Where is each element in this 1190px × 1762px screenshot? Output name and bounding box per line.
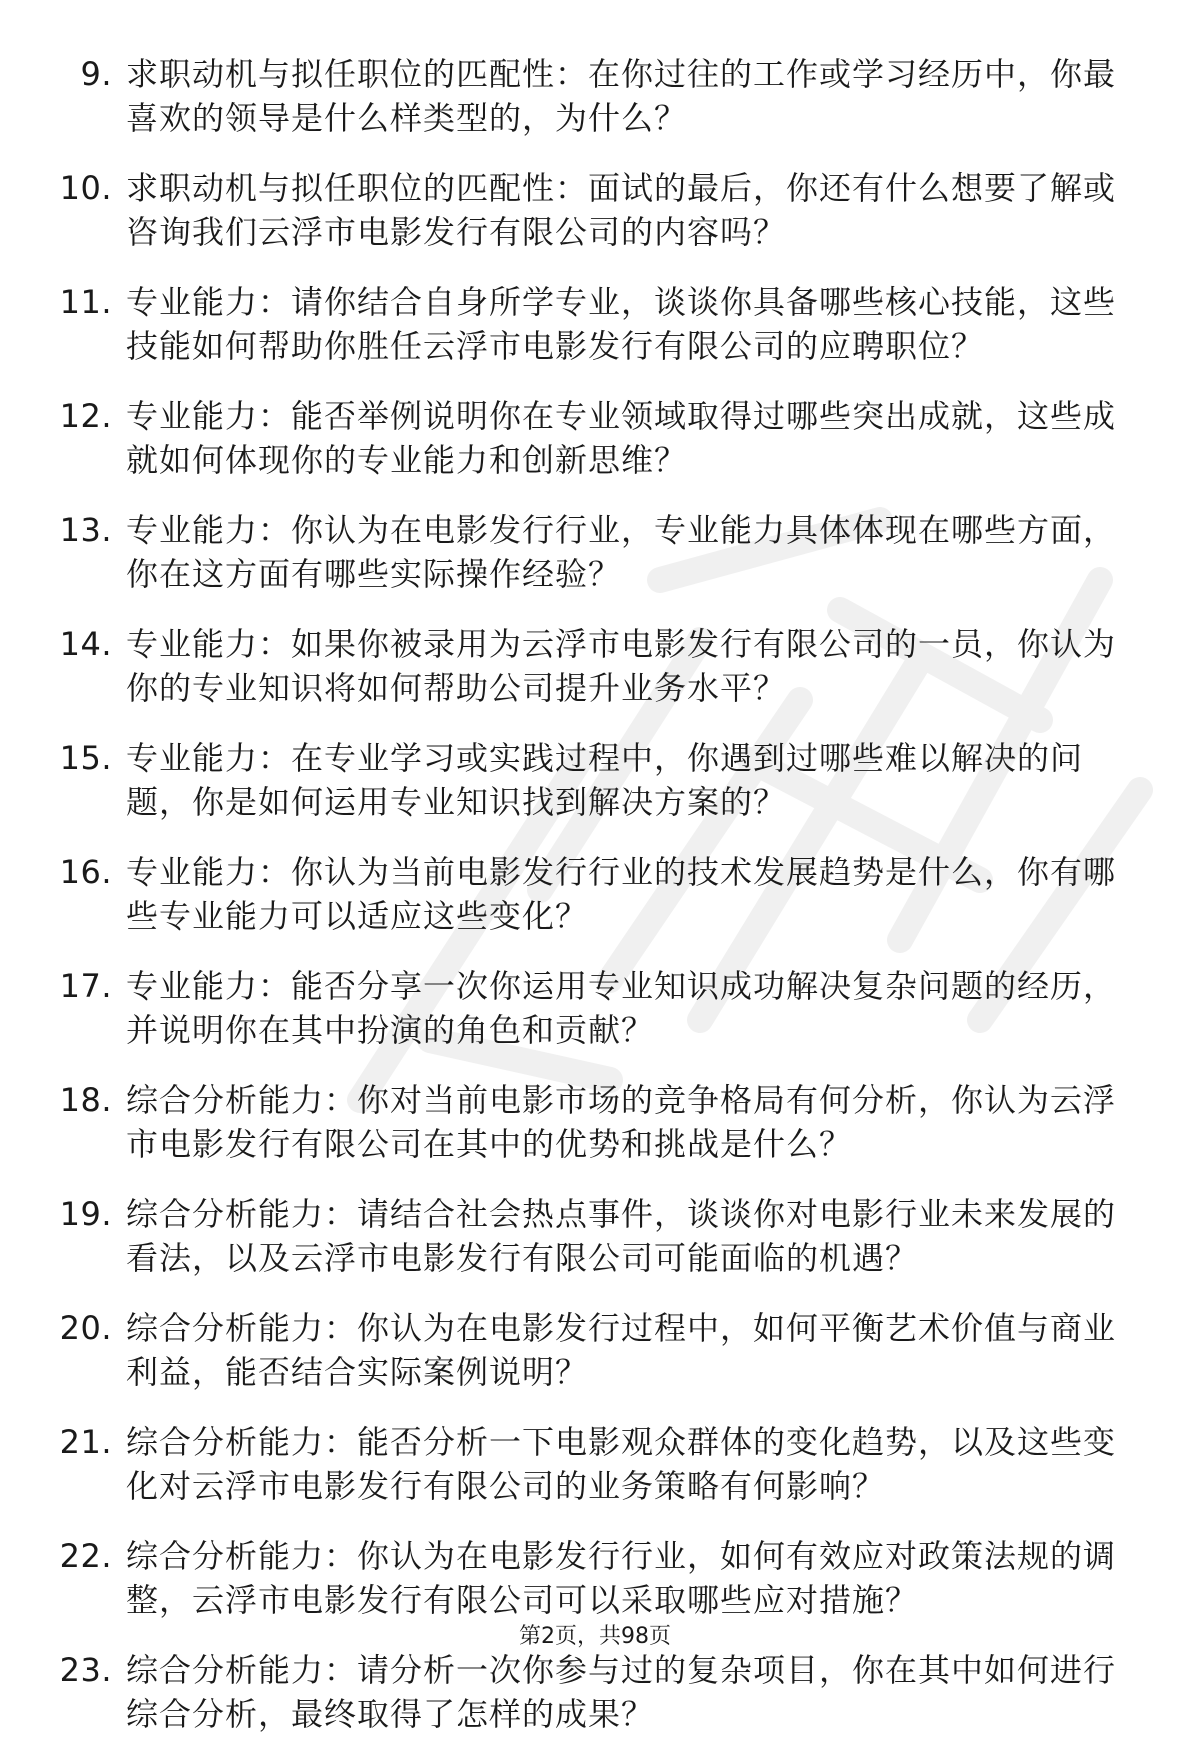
question-text: 专业能力：请你结合自身所学专业，谈谈你具备哪些核心技能，这些技能如何帮助你胜任云浮市电影发行有限公司的应聘职位？ xyxy=(126,283,1117,365)
question-text: 专业能力：在专业学习或实践过程中，你遇到过哪些难以解决的问题，你是如何运用专业知识找到解决方案的？ xyxy=(126,739,1084,821)
question-number: 12. xyxy=(59,397,112,435)
question-text: 专业能力：你认为在电影发行行业，专业能力具体体现在哪些方面，你在这方面有哪些实际操作经验？ xyxy=(126,511,1117,593)
question-number: 9. xyxy=(80,55,112,93)
question-number: 18. xyxy=(59,1081,112,1119)
question-text: 专业能力：能否分享一次你运用专业知识成功解决复杂问题的经历，并说明你在其中扮演的角色和贡献？ xyxy=(126,967,1117,1049)
list-item xyxy=(56,964,1136,1052)
question-text: 综合分析能力：你对当前电影市场的竞争格局有何分析，你认为云浮市电影发行有限公司在其中的优势和挑战是什么？ xyxy=(126,1081,1117,1163)
list-item xyxy=(56,736,1136,824)
question-number: 11. xyxy=(59,283,112,321)
list-item xyxy=(56,1078,1136,1166)
question-number: 21. xyxy=(59,1423,112,1461)
question-number: 23. xyxy=(59,1651,112,1689)
question-text: 综合分析能力：你认为在电影发行过程中，如何平衡艺术价值与商业利益，能否结合实际案例说明？ xyxy=(126,1309,1117,1391)
question-number: 10. xyxy=(59,169,112,207)
list-item xyxy=(56,1420,1136,1508)
question-number: 19. xyxy=(59,1195,112,1233)
question-text: 综合分析能力：请分析一次你参与过的复杂项目，你在其中如何进行综合分析，最终取得了怎样的成果？ xyxy=(126,1651,1117,1733)
list-item xyxy=(56,1648,1136,1736)
question-list xyxy=(56,52,1136,1762)
question-text: 综合分析能力：你认为在电影发行行业，如何有效应对政策法规的调整，云浮市电影发行有限公司可以采取哪些应对措施？ xyxy=(126,1537,1117,1619)
question-number: 22. xyxy=(59,1537,112,1575)
list-item xyxy=(56,1306,1136,1394)
question-text: 专业能力：你认为当前电影发行行业的技术发展趋势是什么，你有哪些专业能力可以适应这些变化？ xyxy=(126,853,1117,935)
list-item xyxy=(56,850,1136,938)
list-item xyxy=(56,508,1136,596)
question-text: 专业能力：能否举例说明你在专业领域取得过哪些突出成就，这些成就如何体现你的专业能力和创新思维？ xyxy=(126,397,1117,479)
question-number: 14. xyxy=(59,625,112,663)
question-text: 综合分析能力：请结合社会热点事件，谈谈你对电影行业未来发展的看法，以及云浮市电影发行有限公司可能面临的机遇？ xyxy=(126,1195,1117,1277)
list-item xyxy=(56,166,1136,254)
question-number: 17. xyxy=(59,967,112,1005)
list-item xyxy=(56,1534,1136,1622)
list-item xyxy=(56,622,1136,710)
page-number-footer: 第2页，共98页 xyxy=(519,1624,671,1649)
question-number: 20. xyxy=(59,1309,112,1347)
question-number: 15. xyxy=(59,739,112,777)
question-text: 求职动机与拟任职位的匹配性：面试的最后，你还有什么想要了解或咨询我们云浮市电影发行有限公司的内容吗？ xyxy=(126,169,1117,251)
list-item xyxy=(56,52,1136,140)
question-number: 13. xyxy=(59,511,112,549)
question-text: 求职动机与拟任职位的匹配性：在你过往的工作或学习经历中，你最喜欢的领导是什么样类型的，为什么？ xyxy=(126,55,1117,137)
list-item xyxy=(56,1192,1136,1280)
question-text: 专业能力：如果你被录用为云浮市电影发行有限公司的一员，你认为你的专业知识将如何帮助公司提升业务水平？ xyxy=(126,625,1117,707)
list-item xyxy=(56,280,1136,368)
question-text: 综合分析能力：能否分析一下电影观众群体的变化趋势，以及这些变化对云浮市电影发行有限公司的业务策略有何影响？ xyxy=(126,1423,1117,1505)
question-number: 16. xyxy=(59,853,112,891)
list-item xyxy=(56,394,1136,482)
